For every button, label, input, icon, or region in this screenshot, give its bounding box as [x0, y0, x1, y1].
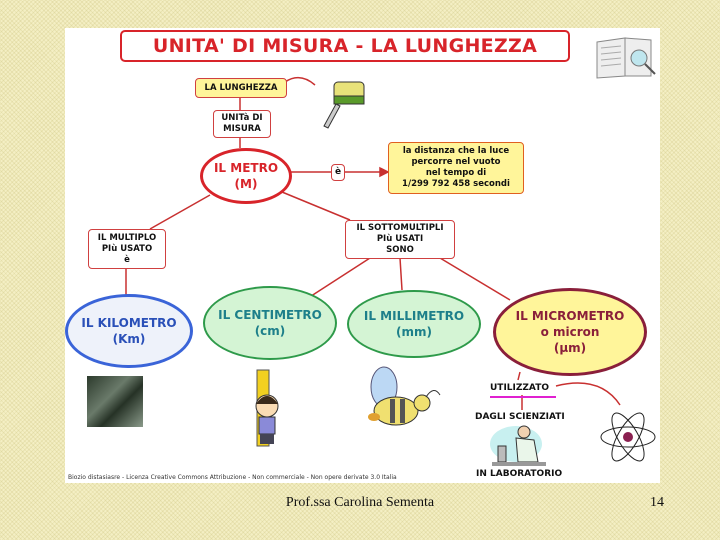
atom-image — [598, 408, 658, 466]
node-unita-di-misura: UNITà DI MISURA — [213, 110, 271, 138]
node-definizione: la distanza che la luce percorre nel vuoto nel tempo di 1/299 792 458 secondi — [388, 142, 524, 194]
label-in-laboratorio: IN LABORATORIO — [476, 469, 563, 479]
label-dagli-scienziati: DAGLI SCIENZIATI — [475, 412, 565, 422]
scientist-microscope-image — [488, 422, 550, 472]
bee-image — [360, 365, 446, 441]
highway-image — [87, 376, 143, 427]
node-micrometro: IL MICROMETRO o micron (µm) — [493, 288, 647, 376]
book-magnifier-icon — [595, 34, 657, 80]
node-la-lunghezza: LA LUNGHEZZA — [195, 78, 287, 98]
node-millimetro: IL MILLIMETRO (mm) — [347, 290, 481, 358]
node-multiplo: IL MULTIPLO PIù USATO è — [88, 229, 166, 269]
node-centimetro: IL CENTIMETRO (cm) — [203, 286, 337, 360]
license-credit: Biozio distasiasre - Licenza Creative Commons Attribuzione - Non commerciale - Non opere derivate 3.0 Italia — [68, 474, 397, 481]
label-utilizzato: UTILIZZATO — [490, 383, 549, 393]
node-kilometro: IL KILOMETRO (Km) — [65, 294, 193, 368]
footer-author: Prof.ssa Carolina Sementa — [285, 495, 435, 510]
node-il-metro: IL METRO (M) — [200, 148, 292, 204]
node-sottomultipli: IL SOTTOMULTIPLI PIù USATI SONO — [345, 220, 455, 259]
link-e: è — [331, 164, 345, 181]
map-title: UNITA' DI MISURA - LA LUNGHEZZA — [120, 30, 570, 62]
page-number: 14 — [650, 495, 664, 510]
tape-measure-icon — [322, 76, 372, 130]
child-ruler-image — [245, 368, 291, 448]
